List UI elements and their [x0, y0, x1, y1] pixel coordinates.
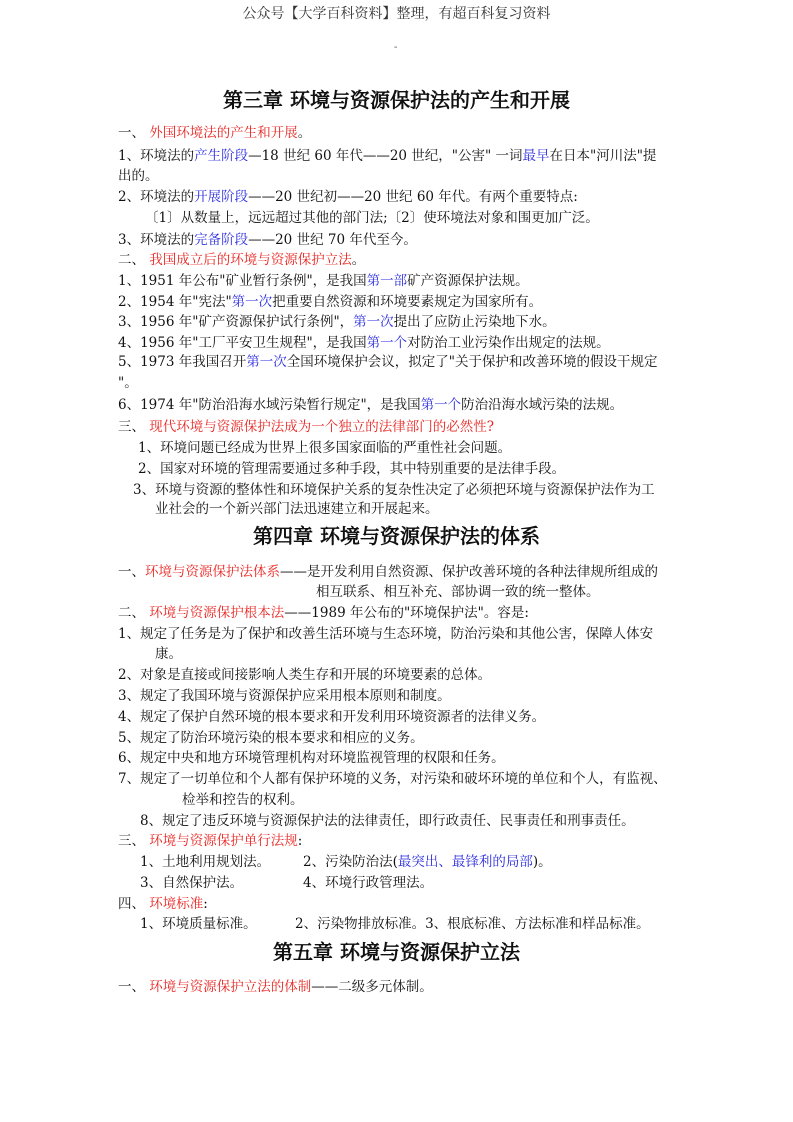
body-text: 。 — [297, 125, 312, 141]
text-line — [118, 166, 159, 186]
red-heading-text: 我国成立后的环境与资源保护立法 — [149, 252, 352, 268]
body-text: 3、1956 年"矿产资源保护试行条例"， — [118, 314, 354, 330]
body-text: ——二级多元体制。 — [311, 979, 433, 995]
text-line — [118, 250, 365, 270]
body-text: 相互联系、相互补充、部协调一致的统一整体。 — [316, 584, 600, 600]
text-line — [155, 644, 182, 664]
body-text: 2、污染物排放标准。3、根底标准、方法标准和样品标准。 — [295, 916, 650, 932]
chapter-4-title: 第四章 环境与资源保护法的体系 — [253, 524, 540, 548]
body-text: 矿产资源保护法规。 — [407, 273, 529, 289]
blue-emphasis-text: 完备阶段 — [194, 232, 249, 248]
blue-emphasis-text: 产生阶段 — [194, 148, 249, 164]
body-text: 康。 — [155, 646, 182, 662]
body-text: 三、 — [118, 833, 150, 849]
text-line — [118, 312, 556, 332]
body-text: 二、 — [118, 605, 150, 621]
body-text: 2、对象是直接或间接影响人类生存和开展的环境要素的总体。 — [118, 667, 492, 683]
text-line — [118, 395, 623, 415]
body-text: 4、1956 年"工厂平安卫生规程"，是我国 — [118, 335, 367, 351]
text-line — [118, 624, 653, 644]
red-heading-text: 外国环境法的产生和开展 — [149, 125, 298, 141]
body-text: 3、自然保护法。 — [140, 875, 244, 891]
body-text: 在日本"河川法"提 — [549, 148, 657, 164]
body-text: )。 — [532, 854, 552, 870]
text-line — [118, 271, 529, 291]
text-line — [140, 811, 635, 831]
body-text: 7、规定了一切单位和个人都有保护环境的义务，对污染和破坏环境的单位和个人，有监视、 — [118, 771, 667, 787]
body-text: 5、1973 年我国召开 — [118, 354, 247, 370]
blue-emphasis-text: 最突出、最锋利的局部 — [397, 854, 533, 870]
text-line — [118, 831, 302, 851]
chapter-3-title: 第三章 环境与资源保护法的产生和开展 — [223, 88, 570, 112]
text-line — [118, 352, 657, 372]
page-mark: - — [394, 42, 398, 53]
text-line — [118, 603, 529, 623]
text-line — [145, 208, 599, 228]
body-text: 对防治工业污染作出规定的法规。 — [407, 335, 610, 351]
body-text: 四、 — [118, 896, 150, 912]
body-text: ——是开发利用自然资源、保护改善环境的各种法律规所组成的 — [280, 564, 658, 580]
body-text: 2、污染防治法( — [303, 854, 398, 870]
text-line — [140, 873, 243, 893]
body-text: 提出了应防止污染地下水。 — [393, 314, 556, 330]
text-line — [118, 292, 542, 312]
page-header: 公众号【大学百科资料】整理，有超百科复习资料 — [242, 6, 551, 22]
text-line — [118, 373, 138, 393]
body-text: 1、环境法的 — [118, 148, 195, 164]
body-text: 1、土地利用规划法。 — [140, 854, 271, 870]
text-line — [118, 686, 451, 706]
body-text: 把重要自然资源和环境要素规定为国家所有。 — [272, 294, 543, 310]
text-line — [182, 790, 304, 810]
text-line — [133, 480, 655, 500]
blue-emphasis-text: 第一次 — [231, 294, 273, 310]
text-line — [118, 123, 311, 143]
text-line — [118, 562, 658, 582]
text-line — [138, 459, 565, 479]
blue-emphasis-text: 第一次 — [353, 314, 394, 330]
text-line — [140, 914, 257, 934]
body-text: ——20 世纪 70 年代至今。 — [248, 232, 417, 248]
body-text: 5、规定了防治环境污染的根本要求和相应的义务。 — [118, 730, 424, 746]
body-text: 。 — [351, 252, 366, 268]
body-text: 业社会的一个新兴部门法迅速建立和开展起来。 — [155, 501, 439, 517]
blue-emphasis-text: 第一个 — [366, 335, 408, 351]
body-text: 1、1951 年公布"矿业暂行条例"，是我国 — [118, 273, 367, 289]
body-text: 1、规定了任务是为了保护和改善生活环境与生态环境，防治污染和其他公害，保障人体安 — [118, 626, 654, 642]
text-line — [118, 728, 424, 748]
body-text: 二、 — [118, 252, 150, 268]
red-heading-text: 环境与资源保护法体系 — [145, 564, 280, 580]
text-line — [118, 333, 610, 353]
body-text: ——1989 年公布的"环境保护法"。容是: — [284, 605, 529, 621]
text-line — [118, 977, 433, 997]
body-text: 1、环境质量标准。 — [140, 916, 257, 932]
text-line — [118, 230, 417, 250]
red-heading-text: 环境标准 — [149, 896, 204, 912]
text-line — [303, 873, 433, 893]
body-text: —18 世纪 60 年代——20 世纪，"公害" 一词 — [248, 148, 523, 164]
body-text: 3、规定了我国环境与资源保护应采用根本原则和制度。 — [118, 688, 451, 704]
text-line — [118, 665, 491, 685]
text-line — [138, 438, 511, 458]
blue-emphasis-text: 第一个 — [420, 397, 462, 413]
text-line — [316, 582, 600, 602]
body-text: 2、1954 年"宪法" — [118, 294, 232, 310]
chapter-5-title: 第五章 环境与资源保护立法 — [273, 940, 520, 964]
text-line — [118, 417, 494, 437]
body-text: 2、环境法的 — [118, 189, 195, 205]
body-text: 6、1974 年"防治沿海水域污染暂行规定"，是我国 — [118, 397, 421, 413]
body-text: 全国环境保护会议，拟定了"关于保护和改善环境的假设干规定 — [286, 354, 658, 370]
text-line — [118, 146, 656, 166]
red-heading-text: 环境与资源保护根本法 — [149, 605, 285, 621]
red-heading-text: 环境与资源保护立法的体制 — [149, 979, 312, 995]
body-text: ——20 世纪初——20 世纪 60 年代。有两个重要特点: — [248, 189, 578, 205]
body-text: : — [203, 896, 208, 912]
text-line — [295, 914, 650, 934]
body-text: 4、规定了保护自然环境的根本要求和开发利用环境资源者的法律义务。 — [118, 709, 546, 725]
body-text: 出的。 — [118, 168, 159, 184]
body-text: 检举和控告的权利。 — [182, 792, 304, 808]
body-text: 一、 — [118, 125, 150, 141]
text-line — [303, 852, 552, 872]
body-text: 1、环境问题已经成为世界上很多国家面临的严重性社会问题。 — [138, 440, 512, 456]
body-text: 8、规定了违反环境与资源保护法的法律责任，即行政责任、民事责任和刑事责任。 — [140, 813, 635, 829]
text-line — [118, 894, 208, 914]
blue-emphasis-text: 开展阶段 — [194, 189, 249, 205]
body-text: 一、 — [118, 564, 145, 580]
blue-emphasis-text: 第一部 — [366, 273, 408, 289]
body-text: "。 — [118, 375, 138, 391]
body-text: 4、环境行政管理法。 — [303, 875, 434, 891]
body-text: : — [297, 833, 303, 849]
blue-emphasis-text: 最早 — [522, 148, 550, 164]
text-line — [155, 499, 439, 519]
body-text: 6、规定中央和地方环境管理机构对环境监视管理的权限和任务。 — [118, 750, 505, 766]
red-heading-text: 环境与资源保护单行法规 — [149, 833, 298, 849]
body-text: 3、环境与资源的整体性和环境保护关系的复杂性决定了必须把环境与资源保护法作为工 — [133, 482, 655, 498]
text-line — [118, 187, 578, 207]
body-text: 防治沿海水域污染的法规。 — [461, 397, 624, 413]
body-text: 三、 — [118, 419, 150, 435]
blue-emphasis-text: 第一次 — [246, 354, 287, 370]
body-text: 〔1〕从数量上，远远超过其他的部门法;〔2〕使环境法对象和围更加广泛。 — [145, 210, 599, 226]
text-line — [118, 707, 545, 727]
body-text: 3、环境法的 — [118, 232, 195, 248]
red-heading-text: 现代环境与资源保护法成为一个独立的法律部门的必然性? — [149, 419, 495, 435]
body-text: 2、国家对环境的管理需要通过多种手段，其中特别重要的是法律手段。 — [138, 461, 566, 477]
body-text: 一、 — [118, 979, 150, 995]
text-line — [118, 748, 505, 768]
text-line — [118, 769, 667, 789]
text-line — [140, 852, 270, 872]
